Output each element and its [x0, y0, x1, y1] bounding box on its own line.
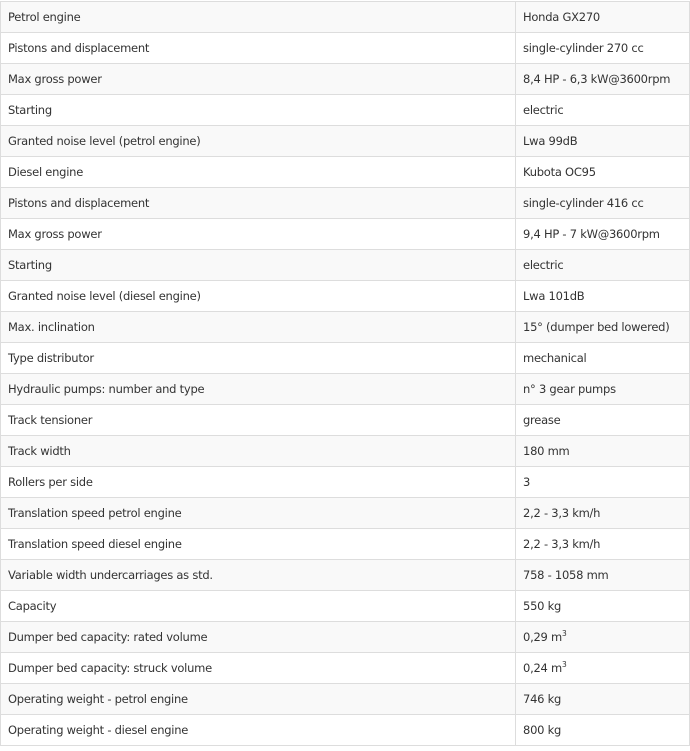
- spec-label: Pistons and displacement: [1, 188, 516, 219]
- unit-superscript: 3: [561, 660, 567, 669]
- spec-value: [516, 622, 690, 653]
- table-row: [1, 405, 690, 436]
- table-row: [1, 560, 690, 591]
- spec-value: single-cylinder 270 cc: [516, 33, 690, 64]
- spec-value: single-cylinder 416 cc: [516, 188, 690, 219]
- spec-value: 15° (dumper bed lowered): [516, 312, 690, 343]
- spec-label: Pistons and displacement: [1, 33, 516, 64]
- spec-label: Granted noise level (petrol engine): [1, 126, 516, 157]
- spec-value: electric: [516, 250, 690, 281]
- spec-value: n° 3 gear pumps: [516, 374, 690, 405]
- spec-label: Capacity: [1, 591, 516, 622]
- spec-label: Hydraulic pumps: number and type: [1, 374, 516, 405]
- spec-label: Operating weight - petrol engine: [1, 684, 516, 715]
- table-row: [1, 2, 690, 33]
- table-row: [1, 653, 690, 684]
- spec-value: 2,2 - 3,3 km/h: [516, 529, 690, 560]
- spec-value: Kubota OC95: [516, 157, 690, 188]
- spec-label: Max gross power: [1, 64, 516, 95]
- spec-label: Type distributor: [1, 343, 516, 374]
- spec-value: 758 - 1058 mm: [516, 560, 690, 591]
- spec-label: Dumper bed capacity: rated volume: [1, 622, 516, 653]
- spec-label: Max gross power: [1, 219, 516, 250]
- spec-label: Track tensioner: [1, 405, 516, 436]
- table-row: [1, 467, 690, 498]
- spec-value: 550 kg: [516, 591, 690, 622]
- spec-value: [516, 653, 690, 684]
- spec-value-text: 0,24 m: [523, 661, 562, 675]
- spec-value: grease: [516, 405, 690, 436]
- spec-label: Petrol engine: [1, 2, 516, 33]
- spec-value: Honda GX270: [516, 2, 690, 33]
- spec-label: Starting: [1, 250, 516, 281]
- spec-value: 800 kg: [516, 715, 690, 746]
- spec-value-text: 0,29 m: [523, 630, 562, 644]
- table-row: [1, 188, 690, 219]
- table-row: [1, 374, 690, 405]
- table-row: [1, 591, 690, 622]
- spec-label: Granted noise level (diesel engine): [1, 281, 516, 312]
- spec-value: 180 mm: [516, 436, 690, 467]
- spec-value: 3: [516, 467, 690, 498]
- spec-value: 9,4 HP - 7 kW@3600rpm: [516, 219, 690, 250]
- spec-label: Track width: [1, 436, 516, 467]
- table-row: [1, 622, 690, 653]
- spec-label: Starting: [1, 95, 516, 126]
- spec-value: mechanical: [516, 343, 690, 374]
- spec-value: 8,4 HP - 6,3 kW@3600rpm: [516, 64, 690, 95]
- spec-label: Max. inclination: [1, 312, 516, 343]
- spec-label: Dumper bed capacity: struck volume: [1, 653, 516, 684]
- table-row: [1, 157, 690, 188]
- spec-value: 2,2 - 3,3 km/h: [516, 498, 690, 529]
- table-row: [1, 64, 690, 95]
- table-row: [1, 684, 690, 715]
- table-row: [1, 715, 690, 746]
- spec-label: Translation speed petrol engine: [1, 498, 516, 529]
- table-row: [1, 312, 690, 343]
- spec-label: Diesel engine: [1, 157, 516, 188]
- table-row: [1, 343, 690, 374]
- spec-label: Operating weight - diesel engine: [1, 715, 516, 746]
- table-row: [1, 250, 690, 281]
- spec-label: Rollers per side: [1, 467, 516, 498]
- spec-value: Lwa 101dB: [516, 281, 690, 312]
- spec-label: Translation speed diesel engine: [1, 529, 516, 560]
- specifications-table: [0, 1, 690, 746]
- table-row: [1, 436, 690, 467]
- spec-value: 746 kg: [516, 684, 690, 715]
- spec-label: Variable width undercarriages as std.: [1, 560, 516, 591]
- spec-value: electric: [516, 95, 690, 126]
- table-row: [1, 219, 690, 250]
- table-row: [1, 95, 690, 126]
- table-row: [1, 498, 690, 529]
- unit-superscript: 3: [561, 629, 567, 638]
- table-row: [1, 126, 690, 157]
- table-row: [1, 281, 690, 312]
- spec-value: Lwa 99dB: [516, 126, 690, 157]
- table-row: [1, 529, 690, 560]
- table-row: [1, 33, 690, 64]
